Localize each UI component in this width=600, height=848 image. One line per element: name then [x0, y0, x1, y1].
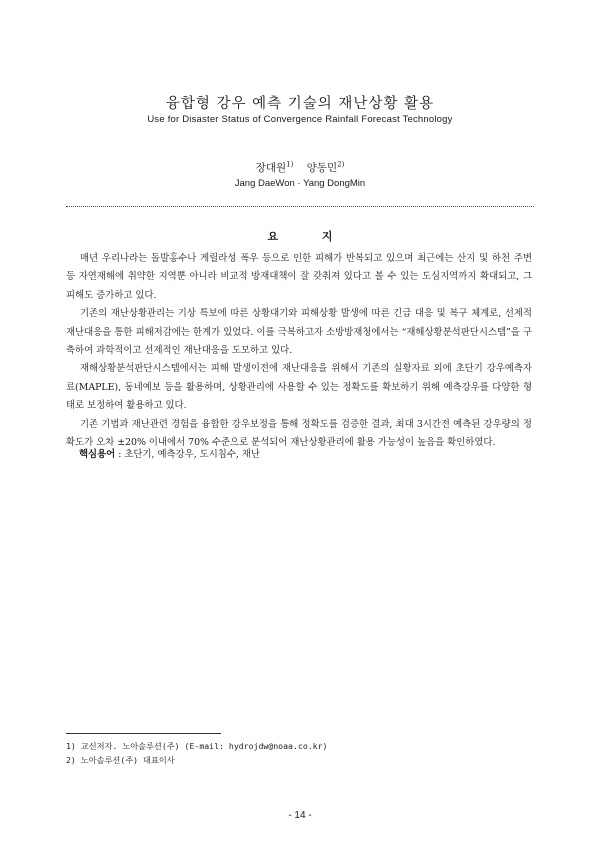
- abstract-heading: 요 지: [267, 230, 353, 243]
- author-1-name: 장대원: [255, 162, 287, 174]
- paper-title-korean: 융합형 강우 예측 기술의 재난상황 활용: [165, 96, 435, 112]
- footnote-1: 1) 교신저자. 노아솔루션(주) (E-mail: hydrojdw@noaa.co.kr): [66, 741, 328, 751]
- footnote-rule: [66, 733, 221, 734]
- paper-title-english: Use for Disaster Status of Convergence Rainfall Forecast Technology: [147, 114, 453, 125]
- abstract-paragraph-1: 매년 우리나라는 돌발홍수나 게릴라성 폭우 등으로 인한 피해가 반복되고 있으며 최근에는 산지 및 하천 주변 등 자연재해에 취약한 지역뿐 아니라 비교적 방재대책이 잘 갖춰져 있다고 볼 수 있는 도심지역까지 확대되고, 그 피해도 증가하고 있다.: [66, 253, 532, 301]
- author-1-mark: 1): [286, 160, 294, 169]
- author-2-mark: 2): [337, 160, 345, 169]
- page-number: - 14 -: [288, 810, 312, 821]
- keywords: [79, 446, 260, 460]
- keywords-label: 핵심용어: [79, 449, 116, 460]
- footnote-2: 2) 노아솔루션(주) 대표이사: [66, 755, 175, 765]
- authors-english: Jang DaeWon · Yang DongMin: [234, 178, 366, 189]
- section-divider: [66, 206, 534, 207]
- abstract-paragraph-3: 재해상황분석판단시스템에서는 피해 발생이전에 재난대응을 위해서 기존의 실황자료 외에 초단기 강우예측자료(MAPLE), 동네예보 등을 활용하며, 상황관리에 사용할 수 있는 정확도를 확보하기 위해 예측강우를 다양한 형태로 보정하여 활용하고 있다.: [66, 363, 532, 412]
- keywords-text: 초단기, 예측강우, 도시침수, 재난: [124, 449, 260, 460]
- keywords-separator: :: [115, 449, 125, 460]
- abstract-body: [66, 250, 532, 452]
- abstract-paragraph-2: 기존의 재난상황관리는 기상 특보에 따른 상황대기와 피해상황 발생에 따른 긴급 대응 및 복구 체계로, 선제적 재난대응을 통한 피해저감에는 한계가 있었다. 이를 극복하고자 소방방재청에서는 “재해상황분석판단시스템”을 구축하여 과학적이고 선제적인 재난대응을 도모하고 있다.: [66, 308, 532, 357]
- abstract-paragraph-4: 기존 기법과 재난관련 경험을 융합한 강우보정을 통해 정확도를 검증한 결과, 최대 3시간전 예측된 강우량의 정확도가 오차 ±20% 이내에서 70% 수준으로 분석되어 재난상황관리에 활용 가능성이 높음을 확인하였다.: [66, 418, 532, 449]
- authors-korean: [0, 160, 600, 175]
- author-2-name: 양동민: [306, 162, 338, 174]
